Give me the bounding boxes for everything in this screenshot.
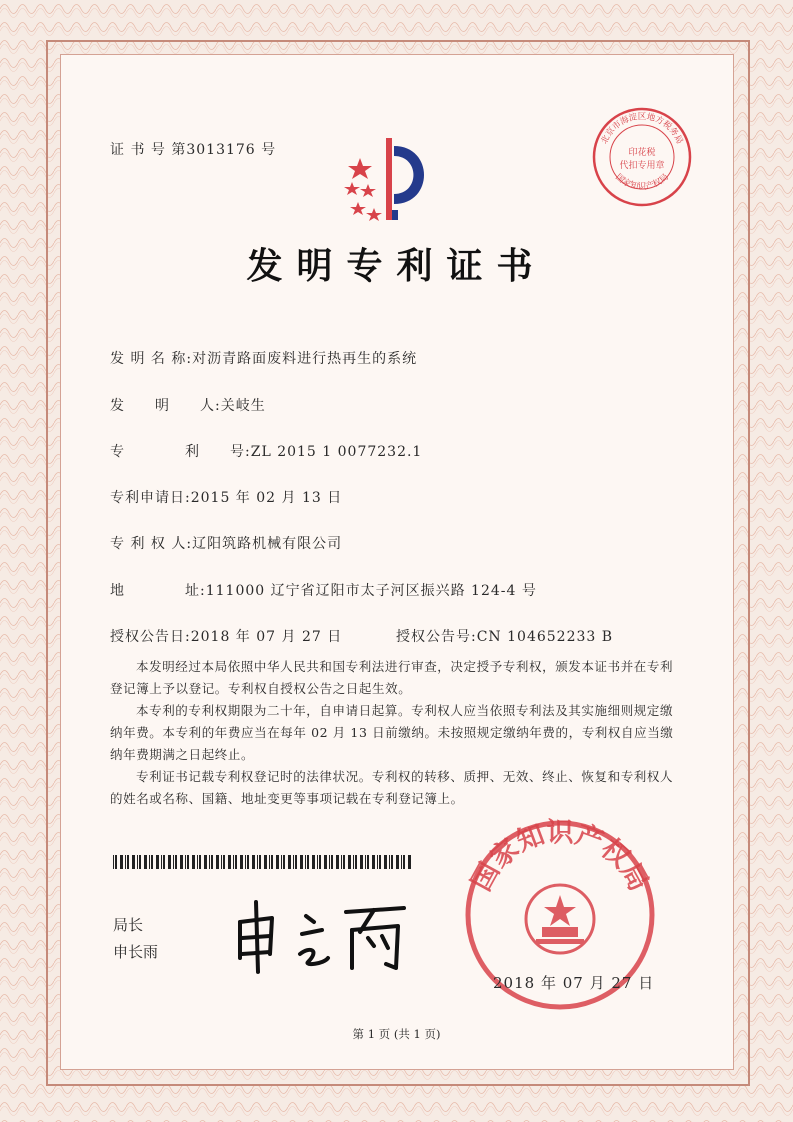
field-address-label: 地 址: bbox=[110, 583, 206, 599]
field-grant-no-value: CN 104652233 B bbox=[476, 629, 614, 645]
field-filing-date-value: 2015 年 02 月 13 日 bbox=[190, 490, 343, 506]
field-invention-name-label: 发 明 名 称: bbox=[110, 351, 193, 367]
tax-stamp-bottom-text: 国家知识产权局 bbox=[613, 172, 671, 193]
tax-stamp-center-line-2: 代扣专用章 bbox=[619, 161, 665, 171]
field-patentee bbox=[110, 533, 342, 553]
director-title: 局长 bbox=[113, 916, 144, 934]
field-inventor-label: 发 明 人: bbox=[110, 398, 221, 414]
certificate-number: 证 书 号 第3013176 号 bbox=[110, 142, 277, 158]
field-inventor bbox=[110, 395, 266, 415]
body-paragraph: 专利证书记载专利权登记时的法律状况。专利权的转移、质押、无效、终止、恢复和专利权人的姓名或名称、国籍、地址变更等事项记载在专利登记簿上。 bbox=[110, 769, 674, 806]
director-name: 申长雨 bbox=[113, 943, 159, 961]
body-paragraph: 本专利的专利权期限为二十年，自申请日起算。专利权人应当依照专利法及其实施细则规定缴纳年费。本专利的年费应当在每年 02 月 13 日前缴纳。未按照规定缴纳年费的，专利权自应当缴纳年费期满之日起终止。 bbox=[110, 703, 674, 762]
field-invention-name-value: 对沥青路面废料进行热再生的系统 bbox=[192, 351, 418, 367]
field-filing-date bbox=[110, 487, 342, 507]
field-invention-name bbox=[110, 348, 417, 368]
page-number: 第 1 页 (共 1 页) bbox=[352, 1027, 441, 1041]
field-grant-date-label: 授权公告日: bbox=[110, 629, 191, 645]
tax-stamp-center-line-1: 印花税 bbox=[628, 148, 656, 158]
field-address bbox=[110, 580, 537, 600]
certificate-title: 发明专利证书 bbox=[246, 245, 547, 287]
field-patent-no-label: 专 利 号: bbox=[110, 444, 251, 460]
field-grant-no-label: 授权公告号: bbox=[396, 629, 477, 645]
body-paragraph: 本发明经过本局依照中华人民共和国专利法进行审查，决定授予专利权，颁发本证书并在专利登记簿上予以登记。专利权自授权公告之日起生效。 bbox=[110, 659, 674, 696]
tax-stamp-ring-text: 北京市海淀区地方税务局 bbox=[599, 112, 685, 146]
field-patentee-label: 专 利 权 人: bbox=[110, 536, 193, 552]
field-patentee-value: 辽阳筑路机械有限公司 bbox=[192, 536, 343, 552]
field-grant-date bbox=[110, 626, 342, 646]
field-grant-no bbox=[396, 626, 613, 646]
field-filing-date-label: 专利申请日: bbox=[110, 490, 191, 506]
director-signature bbox=[228, 892, 418, 974]
barcode bbox=[113, 855, 413, 869]
field-inventor-value: 关岐生 bbox=[220, 398, 266, 414]
official-seal-text: 国家知识产权局 bbox=[465, 817, 655, 897]
patent-office-logo-icon bbox=[330, 128, 440, 228]
field-address-value: 111000 辽宁省辽阳市太子河区振兴路 124-4 号 bbox=[205, 583, 537, 599]
seal-date: 2018 年 07 月 27 日 bbox=[493, 974, 655, 992]
tax-stamp bbox=[590, 105, 694, 209]
field-patent-no-value: ZL 2015 1 0077232.1 bbox=[250, 444, 423, 460]
certificate-body bbox=[110, 656, 680, 810]
field-patent-no bbox=[110, 441, 422, 461]
field-grant-date-value: 2018 年 07 月 27 日 bbox=[190, 629, 343, 645]
